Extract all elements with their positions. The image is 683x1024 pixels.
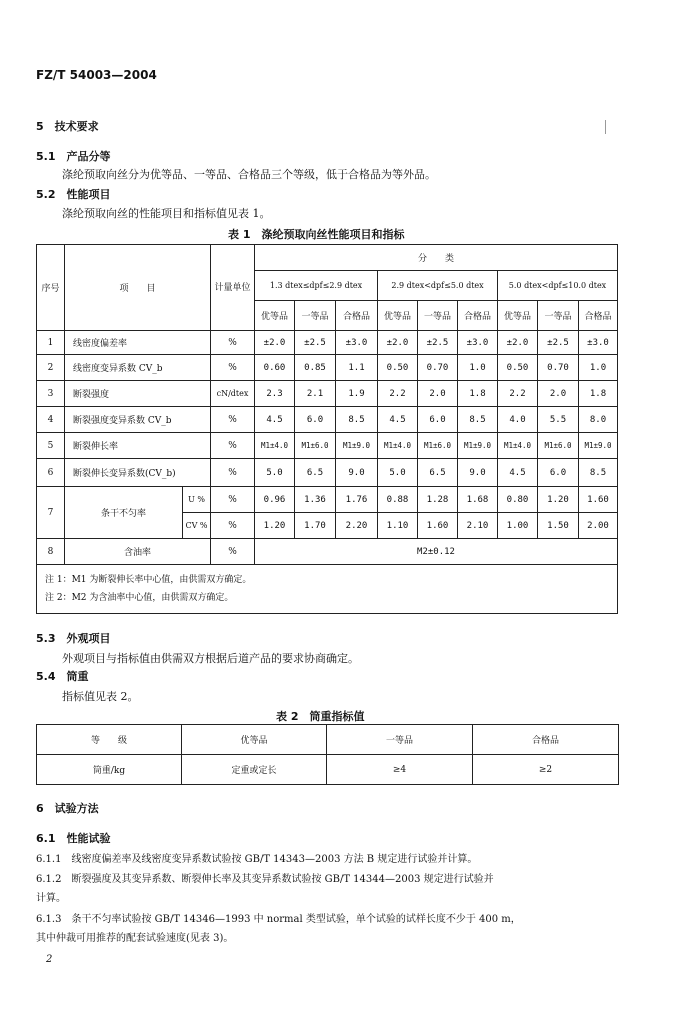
row-item: 含油率 bbox=[65, 539, 211, 565]
cell: 1.8 bbox=[458, 381, 498, 407]
cell: 1.00 bbox=[498, 513, 538, 539]
row-item: 断裂强度变异系数 CV_b bbox=[65, 407, 211, 433]
grade-header: 合格品 bbox=[458, 301, 498, 331]
row-no: 3 bbox=[37, 381, 65, 407]
cell: 0.70 bbox=[418, 355, 458, 381]
grade-header: 优等品 bbox=[255, 301, 295, 331]
row-item: 条干不匀率 bbox=[65, 487, 183, 539]
section-5-3-text: 外观项目与指标值由供需双方根据后道产品的要求协商确定。 bbox=[62, 652, 359, 665]
cell: 2.10 bbox=[458, 513, 498, 539]
cell: 8.0 bbox=[579, 407, 618, 433]
section-6-1-3-text: 6.1.3 条干不匀率试验按 GB/T 14346—1993 中 normal 类型试验，单个试验的试样长度不少于 400 m， bbox=[36, 914, 521, 925]
range-2: 2.9 dtex<dpf≤5.0 dtex bbox=[378, 271, 498, 301]
cell: 1.8 bbox=[579, 381, 618, 407]
table-row bbox=[37, 539, 618, 565]
header-qualified: 合格品 bbox=[473, 725, 619, 755]
cell: ±2.0 bbox=[378, 331, 418, 355]
cell: 1.60 bbox=[418, 513, 458, 539]
cell: 定重或定长 bbox=[182, 755, 327, 785]
grade-header: 优等品 bbox=[498, 301, 538, 331]
header-premium: 优等品 bbox=[182, 725, 327, 755]
section-6-1-2-text-cont: 计算。 bbox=[36, 893, 66, 904]
cell: 1.10 bbox=[378, 513, 418, 539]
cell: ±3.0 bbox=[336, 331, 378, 355]
cell: 8.5 bbox=[579, 459, 618, 487]
cell: M2±0.12 bbox=[255, 539, 618, 565]
row-item: 线密度变异系数 CV_b bbox=[65, 355, 211, 381]
cell: ±2.5 bbox=[418, 331, 458, 355]
range-3: 5.0 dtex<dpf≤10.0 dtex bbox=[498, 271, 618, 301]
cell: M1±9.0 bbox=[336, 433, 378, 459]
header-item: 项 目 bbox=[65, 245, 211, 331]
grade-header: 合格品 bbox=[336, 301, 378, 331]
cell: 6.5 bbox=[295, 459, 336, 487]
cell: 4.5 bbox=[255, 407, 295, 433]
row-no: 1 bbox=[37, 331, 65, 355]
cell: 1.50 bbox=[538, 513, 579, 539]
page-number: 2 bbox=[46, 954, 53, 965]
section-6-1-1-text: 6.1.1 线密度偏差率及线密度变异系数试验按 GB/T 14343—2003 方法 B 规定进行试验并计算。 bbox=[36, 854, 478, 865]
cell: 9.0 bbox=[458, 459, 498, 487]
cell: 0.85 bbox=[295, 355, 336, 381]
row-unit: cN/dtex bbox=[211, 381, 255, 407]
cell: 1.28 bbox=[418, 487, 458, 513]
cell: M1±9.0 bbox=[579, 433, 618, 459]
table-row bbox=[37, 433, 618, 459]
row-unit: % bbox=[211, 539, 255, 565]
cell: 2.3 bbox=[255, 381, 295, 407]
grade-header: 一等品 bbox=[295, 301, 336, 331]
cell: 4.5 bbox=[378, 407, 418, 433]
header-class: 分 类 bbox=[255, 245, 618, 271]
section-6-heading: 6 试验方法 bbox=[36, 802, 99, 815]
row-unit: % bbox=[211, 355, 255, 381]
cell: 5.0 bbox=[255, 459, 295, 487]
cell: 6.0 bbox=[295, 407, 336, 433]
cell: 1.36 bbox=[295, 487, 336, 513]
header-unit: 计量单位 bbox=[211, 245, 255, 331]
cell: 1.0 bbox=[458, 355, 498, 381]
cell: M1±4.0 bbox=[255, 433, 295, 459]
cell: 4.5 bbox=[498, 459, 538, 487]
margin-mark bbox=[605, 120, 606, 134]
cell: 2.20 bbox=[336, 513, 378, 539]
table-row bbox=[37, 331, 618, 355]
section-5-2-heading: 5.2 性能项目 bbox=[36, 188, 111, 201]
cell: 0.70 bbox=[538, 355, 579, 381]
cell: 1.70 bbox=[295, 513, 336, 539]
cell: ±3.0 bbox=[579, 331, 618, 355]
cell: 5.5 bbox=[538, 407, 579, 433]
cell: ≥4 bbox=[327, 755, 473, 785]
table-1-caption: 表 1 涤纶预取向丝性能项目和指标 bbox=[228, 228, 405, 241]
table-row bbox=[37, 487, 618, 513]
header-seq: 序号 bbox=[37, 245, 65, 331]
cell: 2.2 bbox=[498, 381, 538, 407]
row-no: 7 bbox=[37, 487, 65, 539]
cell: 1.20 bbox=[255, 513, 295, 539]
grade-header: 合格品 bbox=[579, 301, 618, 331]
section-5-2-text: 涤纶预取向丝的性能项目和指标值见表 1。 bbox=[62, 207, 271, 220]
cell: 1.1 bbox=[336, 355, 378, 381]
cell: 2.00 bbox=[579, 513, 618, 539]
cell: 0.80 bbox=[498, 487, 538, 513]
cell: 1.0 bbox=[579, 355, 618, 381]
cell: 8.5 bbox=[458, 407, 498, 433]
table-row bbox=[37, 381, 618, 407]
cell: ±3.0 bbox=[458, 331, 498, 355]
header-grade: 等 级 bbox=[37, 725, 182, 755]
cell: M1±6.0 bbox=[418, 433, 458, 459]
header-first: 一等品 bbox=[327, 725, 473, 755]
row-unit: % bbox=[211, 459, 255, 487]
section-6-1-3-text-cont: 其中仲裁可用推荐的配套试验速度(见表 3)。 bbox=[36, 933, 234, 944]
section-5-1-heading: 5.1 产品分等 bbox=[36, 150, 111, 163]
cell: M1±9.0 bbox=[458, 433, 498, 459]
standard-number: FZ/T 54003—2004 bbox=[36, 68, 157, 82]
cell: 1.9 bbox=[336, 381, 378, 407]
cell: M1±4.0 bbox=[378, 433, 418, 459]
range-1: 1.3 dtex≤dpf≤2.9 dtex bbox=[255, 271, 378, 301]
table-1 bbox=[36, 244, 618, 614]
cell: 0.88 bbox=[378, 487, 418, 513]
cell: ±2.5 bbox=[295, 331, 336, 355]
cell: ≥2 bbox=[473, 755, 619, 785]
table-2 bbox=[36, 724, 619, 785]
section-5-4-text: 指标值见表 2。 bbox=[62, 690, 139, 703]
section-6-1-heading: 6.1 性能试验 bbox=[36, 832, 111, 845]
cell: 0.50 bbox=[498, 355, 538, 381]
section-5-3-heading: 5.3 外观项目 bbox=[36, 632, 111, 645]
row-item: 断裂伸长率 bbox=[65, 433, 211, 459]
cell: 0.96 bbox=[255, 487, 295, 513]
grade-header: 优等品 bbox=[378, 301, 418, 331]
row-no: 5 bbox=[37, 433, 65, 459]
cell: 0.50 bbox=[378, 355, 418, 381]
table-row bbox=[37, 407, 618, 433]
cell: M1±4.0 bbox=[498, 433, 538, 459]
cell: 筒重/kg bbox=[37, 755, 182, 785]
row-no: 4 bbox=[37, 407, 65, 433]
row-unit: % bbox=[211, 513, 255, 539]
table-row bbox=[37, 355, 618, 381]
cell: ±2.0 bbox=[498, 331, 538, 355]
row-unit: % bbox=[211, 331, 255, 355]
cell: 2.0 bbox=[538, 381, 579, 407]
cell: 6.0 bbox=[418, 407, 458, 433]
row-item: 断裂伸长变异系数(CV_b) bbox=[65, 459, 211, 487]
cell: ±2.5 bbox=[538, 331, 579, 355]
row-unit: % bbox=[211, 487, 255, 513]
cell: 1.20 bbox=[538, 487, 579, 513]
cell: 1.60 bbox=[579, 487, 618, 513]
cell: 1.76 bbox=[336, 487, 378, 513]
row-unit: % bbox=[211, 433, 255, 459]
cell: ±2.0 bbox=[255, 331, 295, 355]
cell: M1±6.0 bbox=[295, 433, 336, 459]
cell: 4.0 bbox=[498, 407, 538, 433]
grade-header: 一等品 bbox=[418, 301, 458, 331]
section-5-4-heading: 5.4 筒重 bbox=[36, 670, 89, 683]
cell: M1±6.0 bbox=[538, 433, 579, 459]
cell: 6.0 bbox=[538, 459, 579, 487]
row-unit: % bbox=[211, 407, 255, 433]
note-1: 注 1：M1 为断裂伸长率中心值，由供需双方确定。 bbox=[45, 575, 252, 585]
row-item: 线密度偏差率 bbox=[65, 331, 211, 355]
section-5-1-text: 涤纶预取向丝分为优等品、一等品、合格品三个等级，低于合格品为等外品。 bbox=[62, 168, 436, 181]
table-row bbox=[37, 755, 619, 785]
cell: 2.1 bbox=[295, 381, 336, 407]
sub-item: CV % bbox=[183, 513, 211, 539]
cell: 9.0 bbox=[336, 459, 378, 487]
cell: 2.2 bbox=[378, 381, 418, 407]
row-no: 2 bbox=[37, 355, 65, 381]
table-row bbox=[37, 459, 618, 487]
table-2-caption: 表 2 筒重指标值 bbox=[276, 710, 365, 723]
note-2: 注 2：M2 为含油率中心值，由供需双方确定。 bbox=[45, 593, 234, 603]
row-no: 8 bbox=[37, 539, 65, 565]
row-no: 6 bbox=[37, 459, 65, 487]
cell: 6.5 bbox=[418, 459, 458, 487]
cell: 8.5 bbox=[336, 407, 378, 433]
section-6-1-2-text: 6.1.2 断裂强度及其变异系数、断裂伸长率及其变异系数试验按 GB/T 14344—2003 规定进行试验并 bbox=[36, 874, 494, 885]
row-item: 断裂强度 bbox=[65, 381, 211, 407]
cell: 5.0 bbox=[378, 459, 418, 487]
grade-header: 一等品 bbox=[538, 301, 579, 331]
sub-item: U % bbox=[183, 487, 211, 513]
table-notes bbox=[37, 565, 618, 614]
cell: 1.68 bbox=[458, 487, 498, 513]
cell: 2.0 bbox=[418, 381, 458, 407]
cell: 0.60 bbox=[255, 355, 295, 381]
section-5-heading: 5 技术要求 bbox=[36, 120, 99, 133]
